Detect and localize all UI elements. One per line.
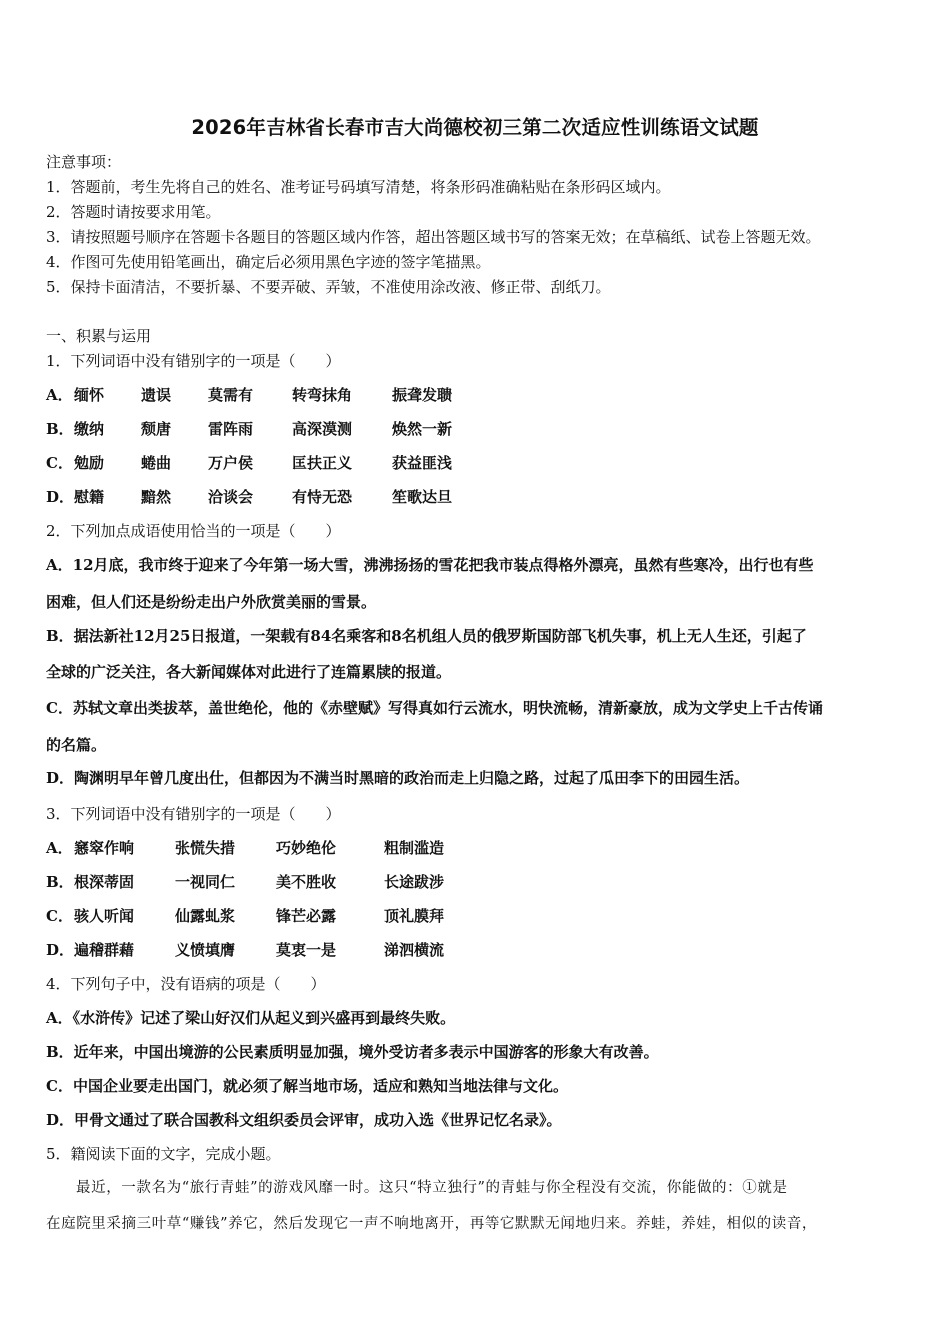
option-label: B．	[46, 420, 74, 438]
notice-item: 3．请按照题号顺序在答题卡各题目的答题区域内作答，超出答题区域书写的答案无效；在草稿纸、试卷上答题无效。	[46, 228, 821, 246]
option-word: 顶礼膜拜	[384, 907, 445, 925]
option-word: 根深蒂固	[74, 873, 135, 891]
question-5-stem: 5．籍阅读下面的文字，完成小题。	[46, 1145, 281, 1163]
q4-option-d: D．甲骨文通过了联合国教科文组织委员会评审，成功入选《世界记忆名录》。	[46, 1111, 562, 1129]
notice-item: 4．作图可先使用铅笔画出，确定后必须用黑色字迹的签字笔描黑。	[46, 253, 491, 271]
option-word: 慰籍	[74, 488, 105, 506]
option-word: 洽谈会	[208, 488, 254, 506]
passage-line: 最近，一款名为“旅行青蛙”的游戏风靡一时。这只“特立独行”的青蛙与你全程没有交流，你能做的：①就是	[76, 1180, 788, 1196]
option-word: 蜷曲	[141, 454, 172, 472]
page-title: 2026年吉林省长春市吉大尚德校初三第二次适应性训练语文试题	[191, 116, 759, 139]
question-4-stem: 4．下列句子中，没有语病的项是（ ）	[46, 975, 326, 993]
notice-item: 1．答题前，考生先将自己的姓名、准考证号码填写清楚，将条形码准确粘贴在条形码区域内。	[46, 178, 671, 196]
q1-option-a	[46, 385, 453, 405]
option-label: A．	[46, 839, 73, 857]
option-word: 仙露虬浆	[175, 907, 236, 925]
option-word: 张慌失措	[175, 839, 236, 857]
option-word: 颓唐	[141, 420, 172, 438]
question-2-stem: 2．下列加点成语使用恰当的一项是（ ）	[46, 522, 341, 540]
notice-heading: 注意事项：	[46, 153, 122, 171]
q3-option-c	[46, 906, 445, 926]
option-word: 笙歌达旦	[392, 488, 453, 506]
q2-option-d: D．陶渊明早年曾几度出仕，但都因为不满当时黑暗的政治而走上归隐之路，过起了瓜田李下的田园生活。	[46, 769, 750, 787]
q4-option-c: C．中国企业要走出国门，就必须了解当地市场，适应和熟知当地法律与文化。	[46, 1077, 568, 1095]
option-word: 莫需有	[208, 386, 254, 404]
option-label: B．	[46, 873, 74, 891]
q2-option-c-line1: C．苏轼文章出类拔萃，盖世绝伦，他的《赤壁赋》写得真如行云流水，明快流畅，清新豪放，成为文学史上千古传诵	[46, 699, 823, 717]
question-3-stem: 3．下列词语中没有错别字的一项是（ ）	[46, 805, 341, 823]
option-word: 高深漠测	[292, 420, 353, 438]
option-word: 转弯抹角	[292, 386, 353, 404]
option-word: 万户侯	[208, 454, 254, 472]
option-word: 莫衷一是	[276, 941, 337, 959]
option-label: C．	[46, 907, 73, 925]
q4-option-b: B．近年来，中国出境游的公民素质明显加强，境外受访者多表示中国游客的形象大有改善。	[46, 1043, 659, 1061]
option-label: D．	[46, 941, 75, 959]
option-word: 义愤填膺	[175, 941, 236, 959]
passage-line: 在庭院里采摘三叶草“赚钱”养它，然后发现它一声不响地离开，再等它默默无闻地归来。养蛙，养娃，相似的读音，	[46, 1216, 818, 1232]
option-word: 窸窣作响	[74, 839, 135, 857]
option-word: 缴纳	[74, 420, 105, 438]
q4-option-a: A．《水浒传》记述了梁山好汉们从起义到兴盛再到最终失败。	[46, 1009, 456, 1027]
notice-item: 2．答题时请按要求用笔。	[46, 203, 221, 221]
option-word: 骇人听闻	[74, 907, 135, 925]
option-word: 遗误	[141, 386, 172, 404]
section-heading: 一、积累与运用	[46, 327, 152, 345]
q2-option-b-line1: B．据法新社12月25日报道，一架载有84名乘客和8名机组人员的俄罗斯国防部飞机失事，机上无人生还，引起了	[46, 627, 807, 645]
option-word: 遍稽群藉	[74, 941, 135, 959]
option-label: A．	[46, 386, 73, 404]
q3-option-a	[46, 838, 445, 858]
option-word: 长途跋涉	[384, 873, 445, 891]
q2-option-a-line2: 困难，但人们还是纷纷走出户外欣赏美丽的雪景。	[46, 593, 377, 611]
question-1-stem: 1．下列词语中没有错别字的一项是（ ）	[46, 352, 341, 370]
q2-option-b-line2: 全球的广泛关注，各大新闻媒体对此进行了连篇累牍的报道。	[46, 663, 452, 681]
notice-item: 5．保持卡面清洁，不要折暴、不要弄破、弄皱，不准使用涂改液、修正带、刮纸刀。	[46, 278, 611, 296]
q1-option-c	[46, 453, 453, 473]
option-word: 涕泗横流	[384, 941, 445, 959]
option-label: D．	[46, 488, 75, 506]
option-word: 获益匪浅	[392, 454, 453, 472]
option-word: 粗制滥造	[384, 839, 445, 857]
q3-option-d	[46, 940, 445, 960]
option-word: 锋芒必露	[276, 907, 337, 925]
option-word: 勉励	[74, 454, 105, 472]
option-word: 缅怀	[74, 386, 105, 404]
q1-option-b	[46, 419, 453, 439]
option-word: 焕然一新	[392, 420, 453, 438]
option-word: 有恃无恐	[292, 488, 353, 506]
option-word: 一视同仁	[175, 873, 236, 891]
option-word: 美不胜收	[276, 873, 337, 891]
option-word: 巧妙绝伦	[276, 839, 337, 857]
q3-option-b	[46, 872, 445, 892]
option-word: 振聋发聩	[392, 386, 453, 404]
option-word: 雷阵雨	[208, 420, 254, 438]
option-word: 匡扶正义	[292, 454, 353, 472]
q1-option-d	[46, 487, 453, 507]
q2-option-a-line1: A．12月底，我市终于迎来了今年第一场大雪，沸沸扬扬的雪花把我市装点得格外漂亮，虽然有些寒冷，出行也有些	[46, 556, 814, 574]
option-label: C．	[46, 454, 73, 472]
q2-option-c-line2: 的名篇。	[46, 736, 107, 754]
option-word: 黯然	[141, 488, 172, 506]
